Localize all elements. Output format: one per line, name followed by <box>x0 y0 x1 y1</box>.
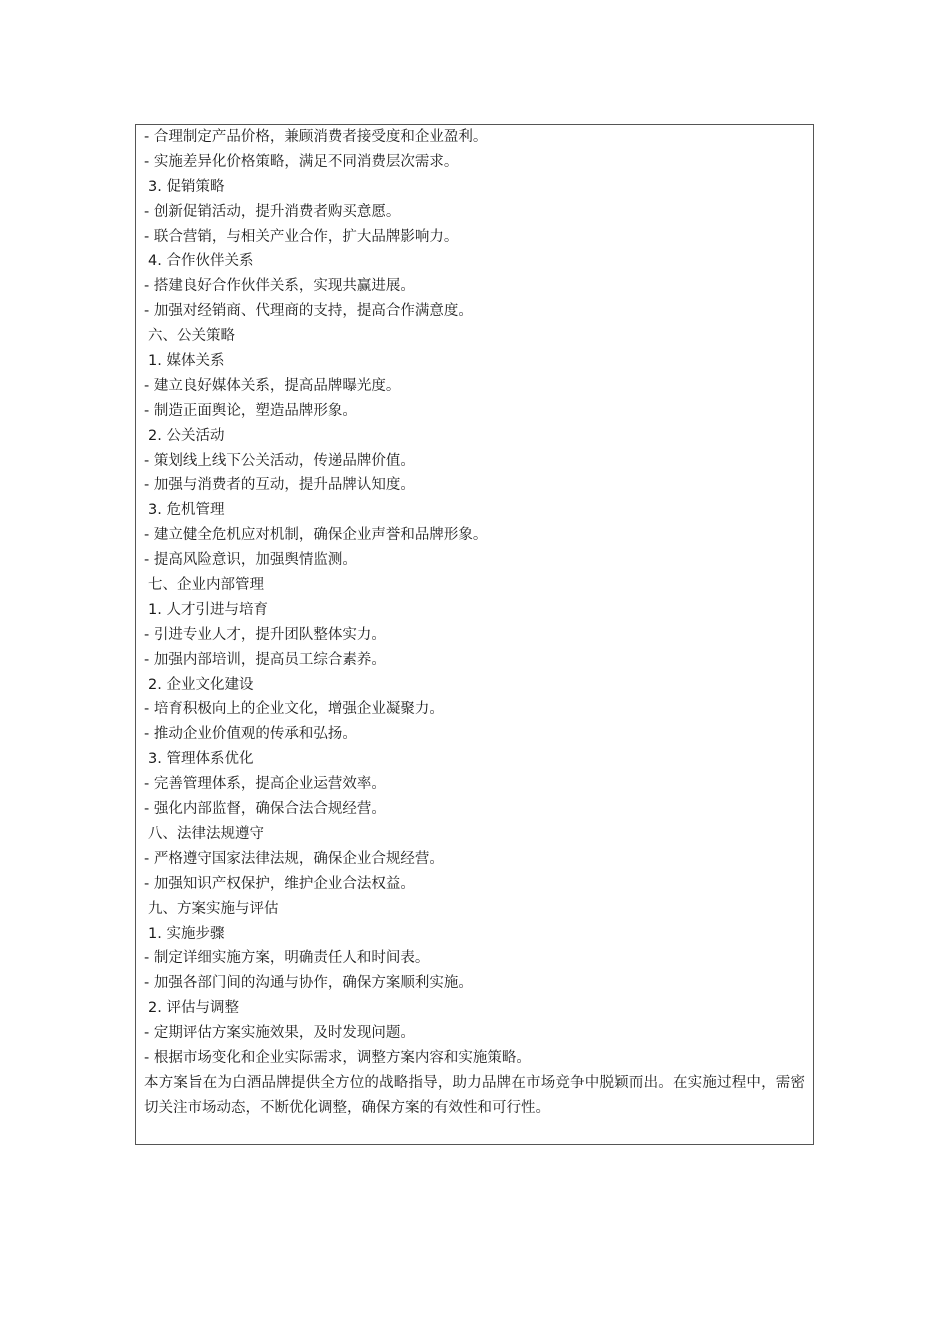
subheading: 3. 管理体系优化 <box>148 751 254 768</box>
bullet-line: - 培育积极向上的企业文化，增强企业凝聚力。 <box>144 701 444 718</box>
subheading: 1. 实施步骤 <box>148 925 225 942</box>
section-heading: 八、法律法规遵守 <box>148 825 264 842</box>
bullet-line: - 合理制定产品价格，兼顾消费者接受度和企业盈利。 <box>144 129 488 145</box>
bullet-line: - 严格遵守国家法律法规，确保企业合规经营。 <box>144 850 444 867</box>
text-lines <box>144 125 805 1071</box>
subheading: 2. 评估与调整 <box>148 1000 239 1017</box>
bullet-line: - 建立良好媒体关系，提高品牌曝光度。 <box>144 377 401 394</box>
bullet-line: - 推动企业价值观的传承和弘扬。 <box>144 726 357 743</box>
bullet-line: - 定期评估方案实施效果，及时发现问题。 <box>144 1025 415 1042</box>
bullet-line: - 实施差异化价格策略，满足不同消费层次需求。 <box>144 153 459 170</box>
subheading: 3. 危机管理 <box>148 502 225 519</box>
subheading: 2. 企业文化建设 <box>148 676 254 693</box>
section-heading: 九、方案实施与评估 <box>148 900 279 917</box>
section-heading: 六、公关策略 <box>148 328 235 345</box>
subheading: 2. 公关活动 <box>148 427 225 444</box>
bullet-line: - 制定详细实施方案，明确责任人和时间表。 <box>144 950 430 967</box>
closing-paragraph: 本方案旨在为白酒品牌提供全方位的战略指导，助力品牌在市场竞争中脱颖而出。在实施过程中，需密切关注市场动态，不断优化调整，确保方案的有效性和可行性。 <box>144 1074 805 1116</box>
bullet-line: - 创新促销活动，提升消费者购买意愿。 <box>144 203 401 220</box>
bullet-line: - 提高风险意识，加强舆情监测。 <box>144 552 357 569</box>
subheading: 4. 合作伙伴关系 <box>148 253 254 270</box>
bullet-line: - 引进专业人才，提升团队整体实力。 <box>144 626 386 643</box>
subheading: 1. 媒体关系 <box>148 353 225 370</box>
subheading: 3. 促销策略 <box>148 178 225 195</box>
bullet-line: - 加强知识产权保护，维护企业合法权益。 <box>144 875 415 892</box>
bullet-line: - 联合营销，与相关产业合作，扩大品牌影响力。 <box>144 228 459 245</box>
bullet-line: - 完善管理体系，提高企业运营效率。 <box>144 776 386 793</box>
bullet-line: - 加强与消费者的互动，提升品牌认知度。 <box>144 477 415 494</box>
section-heading: 七、企业内部管理 <box>148 577 264 594</box>
bullet-line: - 根据市场变化和企业实际需求，调整方案内容和实施策略。 <box>144 1049 531 1066</box>
content-table-cell <box>135 124 814 1145</box>
bullet-line: - 加强对经销商、代理商的支持，提高合作满意度。 <box>144 303 473 320</box>
bullet-line: - 制造正面舆论，塑造品牌形象。 <box>144 402 357 419</box>
bullet-line: - 搭建良好合作伙伴关系，实现共赢进展。 <box>144 278 415 295</box>
bullet-line: - 策划线上线下公关活动，传递品牌价值。 <box>144 452 415 469</box>
bullet-line: - 建立健全危机应对机制，确保企业声誉和品牌形象。 <box>144 527 488 544</box>
bullet-line: - 强化内部监督，确保合法合规经营。 <box>144 801 386 818</box>
bullet-line: - 加强各部门间的沟通与协作，确保方案顺利实施。 <box>144 975 473 992</box>
subheading: 1. 人才引进与培育 <box>148 601 268 618</box>
bullet-line: - 加强内部培训，提高员工综合素养。 <box>144 651 386 668</box>
